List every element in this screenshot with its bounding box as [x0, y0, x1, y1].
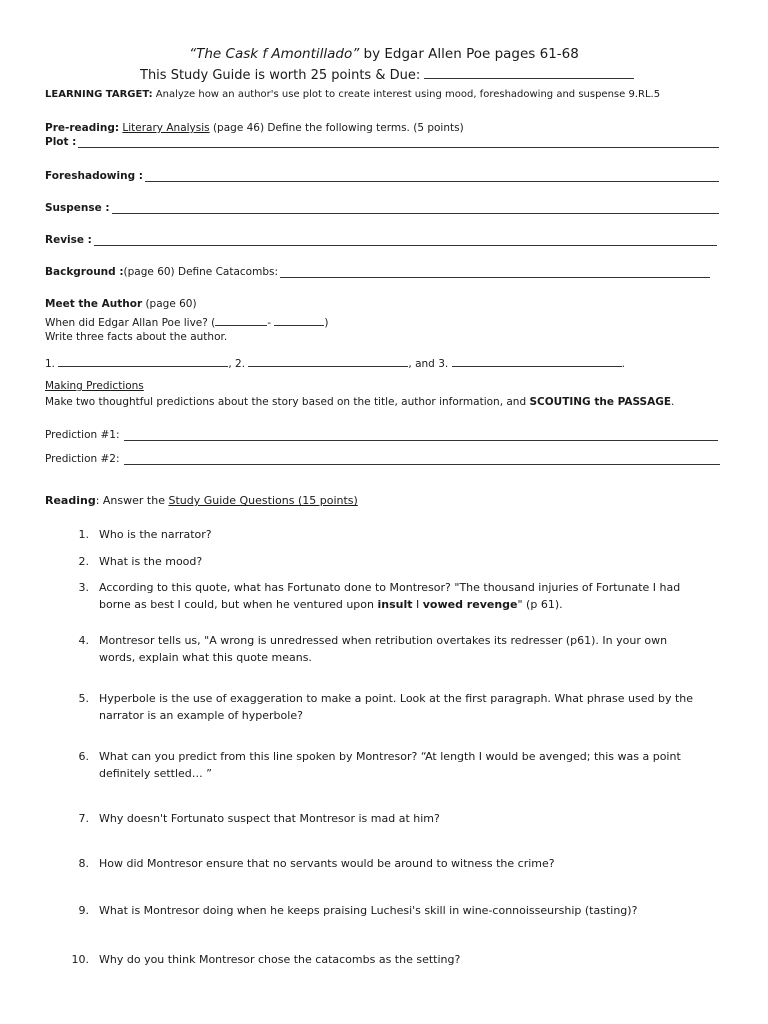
question-number: 3.: [78, 581, 89, 594]
learning-target-text: Analyze how an author's use plot to create interest using mood, foreshadowing and suspense 9.RL.5: [152, 89, 661, 100]
due-date-blank[interactable]: [424, 68, 634, 79]
lifespan-dash: -: [267, 317, 272, 329]
question-text: Hyperbole is the use of exaggeration to make a point. Look at the first paragraph. What phrase used by the narrator is an example of hyperbole?: [99, 692, 694, 722]
poe-lifespan-question: When did Edgar Allan Poe live? (: [45, 317, 216, 329]
making-predictions-heading: Making Predictions: [45, 380, 144, 392]
prediction2-blank[interactable]: [124, 455, 720, 465]
q3-text-end: " (p 61).: [517, 598, 563, 611]
question-text: Montresor tells us, "A wrong is unredressed when retribution overtakes its redresser (p61). In your own words, explain what this quote means.: [99, 634, 668, 664]
q3-text-mid: I: [412, 598, 423, 611]
question-item: [45, 855, 705, 872]
fact3-blank[interactable]: [452, 356, 622, 367]
worth-text: This Study Guide is worth 25 points & Due:: [140, 68, 425, 83]
foreshadowing-label: Foreshadowing :: [45, 170, 143, 182]
reading-label: Reading: [45, 494, 96, 507]
predictions-prompt-start: Make two thoughtful predictions about the story based on the title, author information, and: [45, 396, 530, 408]
revise-label: Revise :: [45, 234, 92, 246]
scouting-passage: SCOUTING the PASSAGE: [529, 396, 672, 408]
meet-author-page: (page 60): [142, 298, 197, 310]
fact2-number: , 2.: [228, 358, 246, 370]
facts-period: .: [621, 358, 625, 370]
background-label: Background :: [45, 266, 124, 278]
poe-lifespan-row: [45, 315, 329, 329]
story-title: “The Cask f Amontillado”: [189, 46, 360, 62]
catacombs-answer-blank[interactable]: [280, 268, 710, 278]
q3-text-start: According to this quote, what has Fortunato done to Montresor? "The thousand injuries of Fortunate I had borne as best I could, but when he ventured upon: [99, 581, 681, 611]
question-text: Why doesn't Fortunato suspect that Montresor is mad at him?: [99, 812, 440, 825]
question-item: [45, 553, 705, 570]
question-item: [45, 902, 705, 919]
question-item: [45, 810, 705, 827]
question-item: [45, 951, 705, 968]
author-pages: by Edgar Allen Poe pages 61-68: [359, 46, 579, 62]
fact3-number: , and 3.: [408, 358, 449, 370]
prereading-instructions: [45, 122, 464, 134]
learning-target-label: LEARNING TARGET:: [45, 89, 153, 100]
question-text: Who is the narrator?: [99, 528, 212, 541]
question-number: 5.: [78, 692, 89, 705]
question-number: 4.: [78, 634, 89, 647]
predictions-prompt-end: .: [671, 396, 675, 408]
suspense-label: Suspense :: [45, 202, 110, 214]
question-number: 9.: [78, 904, 89, 917]
meet-author-heading: [45, 298, 197, 310]
learning-target: [45, 89, 660, 100]
question-number: 7.: [78, 812, 89, 825]
prereading-text: (page 46) Define the following terms. (5 points): [209, 122, 464, 134]
question-item: [45, 632, 705, 666]
document-title: [0, 46, 768, 62]
question-text: Why do you think Montresor chose the catacombs as the setting?: [99, 953, 461, 966]
question-text: What is Montresor doing when he keeps praising Luchesi's skill in wine-connoisseurship (tasting)?: [99, 904, 638, 917]
foreshadowing-answer-blank[interactable]: [145, 172, 719, 182]
background-row: [45, 266, 710, 278]
question-item: [45, 748, 705, 782]
birth-year-blank[interactable]: [215, 315, 267, 326]
prediction1-blank[interactable]: [124, 431, 718, 441]
death-year-blank[interactable]: [274, 315, 324, 326]
study-guide-questions-link: Study Guide Questions (15 points): [168, 494, 358, 507]
lifespan-close: ): [324, 317, 329, 329]
question-number: 2.: [78, 555, 89, 568]
q3-insult: insult: [377, 598, 413, 611]
revise-answer-blank[interactable]: [94, 236, 717, 246]
question-item: [45, 579, 705, 613]
prereading-label: Pre-reading:: [45, 122, 120, 134]
question-number: 1.: [78, 528, 89, 541]
fact1-blank[interactable]: [58, 356, 228, 367]
question-number: 10.: [71, 953, 89, 966]
fact1-number: 1.: [45, 358, 56, 370]
facts-row: [45, 356, 625, 370]
suspense-answer-blank[interactable]: [112, 204, 719, 214]
predictions-prompt: [45, 396, 674, 408]
literary-analysis-link: Literary Analysis: [122, 122, 210, 134]
q3-vowed-revenge: vowed revenge: [422, 598, 518, 611]
prediction1-row: [45, 429, 718, 441]
question-item: [45, 690, 705, 724]
facts-prompt: Write three facts about the author.: [45, 331, 228, 343]
reading-text: : Answer the: [95, 494, 169, 507]
question-text: What is the mood?: [99, 555, 203, 568]
prediction2-row: [45, 453, 720, 465]
plot-row: [45, 136, 719, 148]
plot-label: Plot :: [45, 136, 77, 148]
question-item: [45, 526, 705, 543]
question-text: [99, 579, 705, 613]
prediction2-label: Prediction #2:: [45, 453, 120, 465]
prediction1-label: Prediction #1:: [45, 429, 120, 441]
background-text: (page 60) Define Catacombs:: [123, 266, 279, 278]
reading-instructions: [45, 494, 358, 507]
fact2-blank[interactable]: [248, 356, 408, 367]
question-text: How did Montresor ensure that no servants would be around to witness the crime?: [99, 857, 555, 870]
meet-author-label: Meet the Author: [45, 298, 143, 310]
question-number: 8.: [78, 857, 89, 870]
question-text: What can you predict from this line spoken by Montresor? “At length I would be avenged; this was a point definitely settled… ”: [99, 750, 681, 780]
foreshadowing-row: [45, 170, 719, 182]
suspense-row: [45, 202, 719, 214]
worth-due-line: [140, 68, 634, 83]
revise-row: [45, 234, 717, 246]
question-number: 6.: [78, 750, 89, 763]
plot-answer-blank[interactable]: [78, 138, 719, 148]
